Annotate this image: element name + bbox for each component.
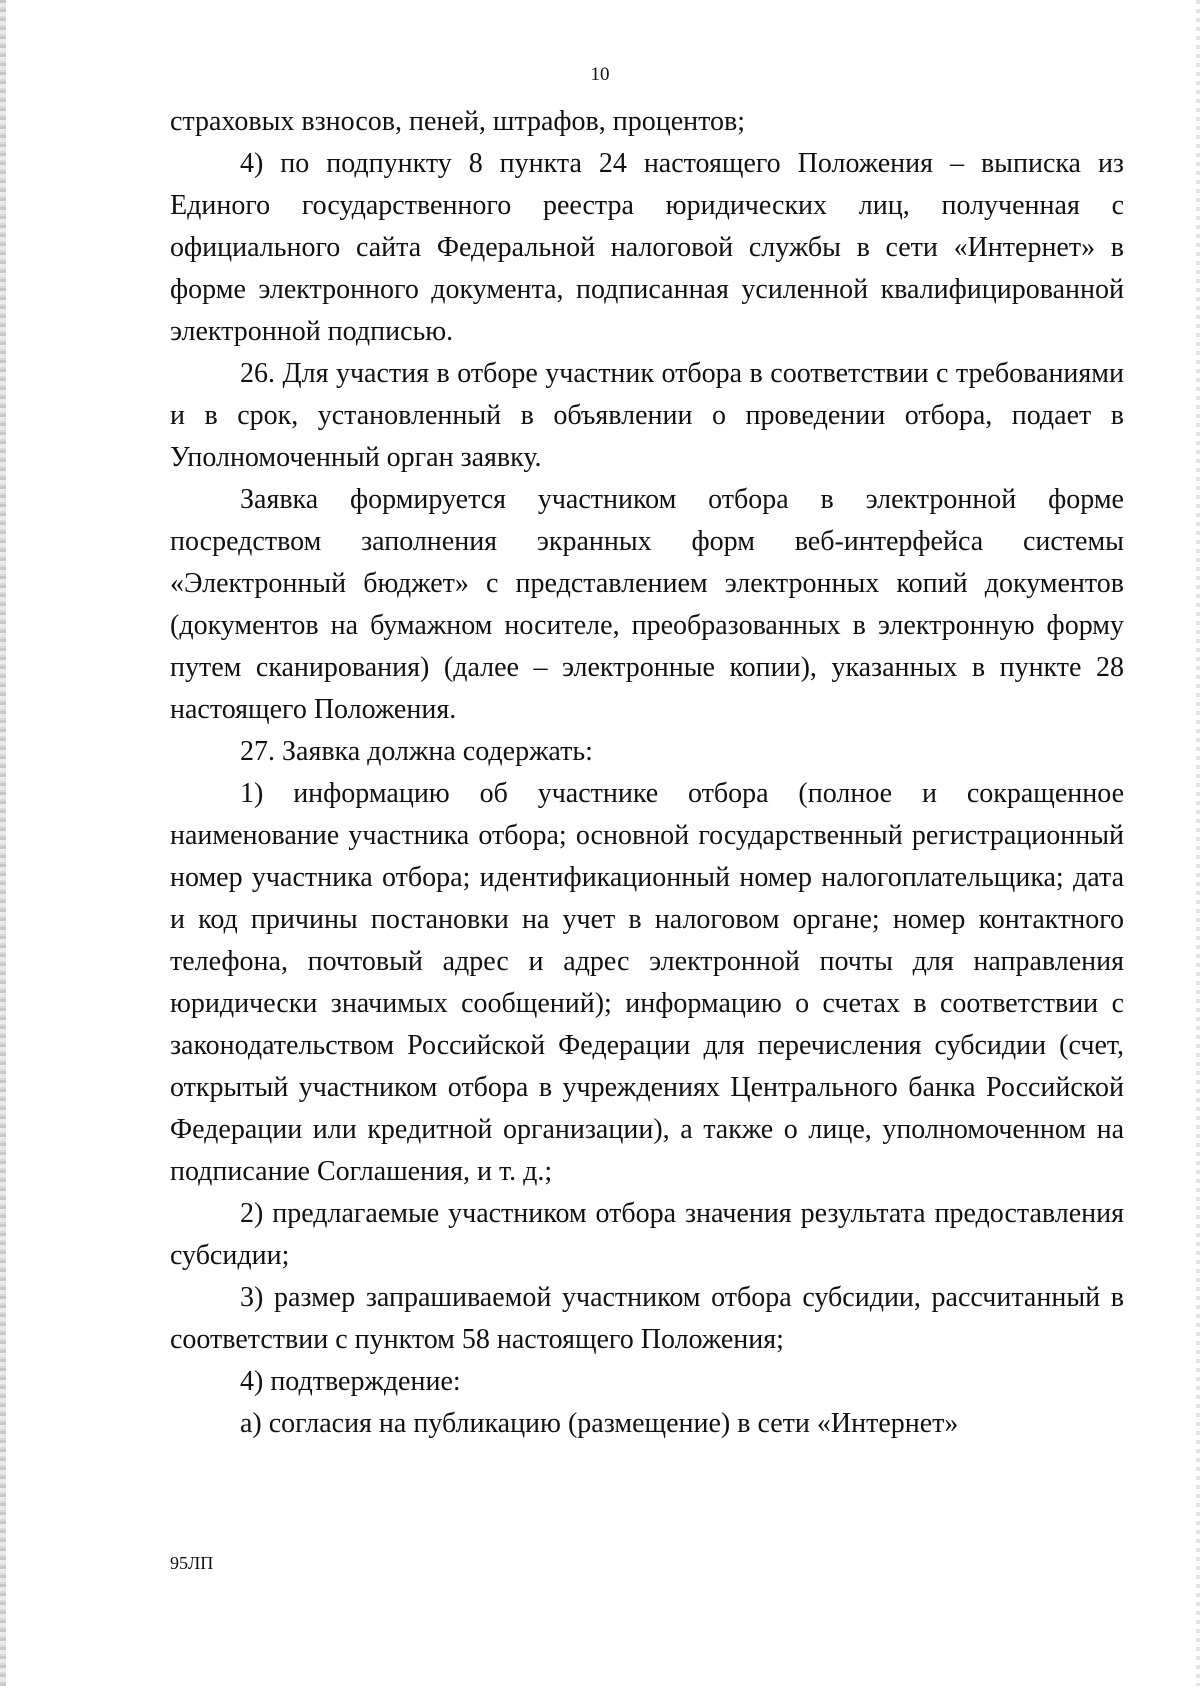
paragraph-continuation: страховых взносов, пеней, штрафов, процентов; <box>170 106 745 137</box>
paragraph-clause-27: 27. Заявка должна содержать: <box>240 736 593 767</box>
paragraph-item-4-confirmation: 4) подтверждение: <box>240 1366 461 1397</box>
paragraph-clause-26: 26. Для участия в отборе участник отбора в соответствии с требованиями и в срок, установленный в объявлении о проведении отбора, подает в Уполномоченный орган заявку. <box>170 358 1124 473</box>
scan-edge-right <box>1196 0 1200 1686</box>
paragraph-item-2: 2) предлагаемые участником отбора значения результата предоставления субсидии; <box>170 1198 1124 1271</box>
paragraph-subitem-a: а) согласия на публикацию (размещение) в сети «Интернет» <box>240 1408 959 1439</box>
paragraph-item-1: 1) информацию об участнике отбора (полное и сокращенное наименование участника отбора; основной государственный регистрационный номер участника отбора; идентификационный номер налогоплательщика; дата и код причины постановки на учет в налоговом органе; номер контактного телефона, почтовый адрес и адрес электронной почты для направления юридически значимых сообщений); информацию о счетах в соответствии с законодательством Российской Федерации для перечисления субсидии (счет, открытый участником отбора в учреждениях Центрального банка Российской Федерации или кредитной организации), а также о лице, уполномоченном на подписание Соглашения, и т. д.; <box>170 778 1124 1187</box>
page-number: 10 <box>590 64 610 85</box>
paragraph-application-form: Заявка формируется участником отбора в электронной форме посредством заполнения экранных форм веб-интерфейса системы «Электронный бюджет» с представлением электронных копий документов (документов на бумажном носителе, преобразованных в электронную форму путем сканирования) (далее – электронные копии), указанных в пункте 28 настоящего Положения. <box>170 484 1124 725</box>
scan-edge-left <box>0 0 6 1686</box>
paragraph-item-4: 4) по подпункту 8 пункта 24 настоящего Положения – выписка из Единого государственного реестра юридических лиц, полученная с официального сайта Федеральной налоговой службы в сети «Интернет» в форме электронного документа, подписанная усиленной квалифицированной электронной подписью. <box>170 148 1124 347</box>
footer-code: 95ЛП <box>170 1553 214 1573</box>
document-body <box>170 101 1124 1445</box>
paragraph-item-3: 3) размер запрашиваемой участником отбора субсидии, рассчитанный в соответствии с пунктом 58 настоящего Положения; <box>170 1282 1124 1355</box>
